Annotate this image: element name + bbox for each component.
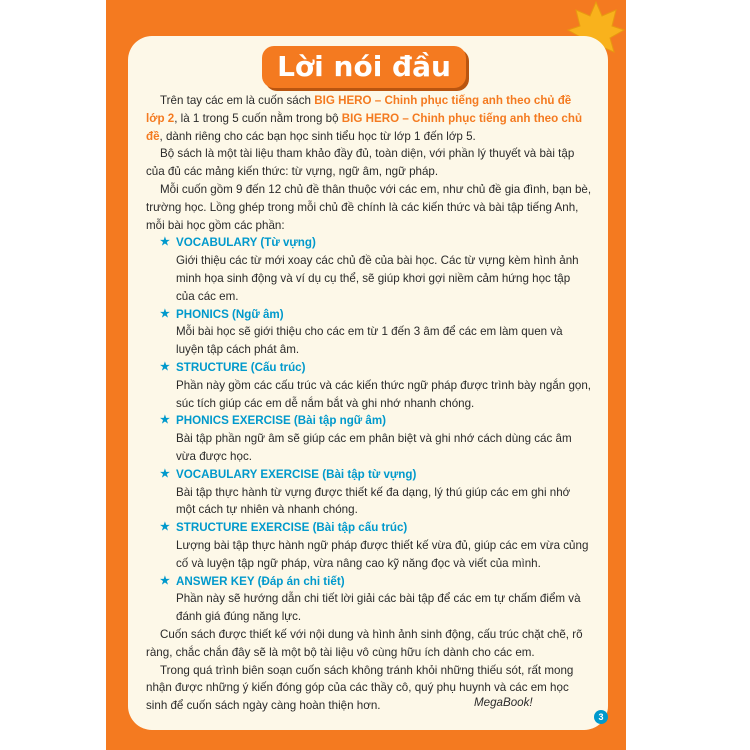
book-title-highlight: BIG HERO – Chinh phục tiếng anh theo chủ đề lớp 2 <box>146 94 572 125</box>
section-heading <box>146 519 592 537</box>
section-heading-text: VOCABULARY EXERCISE (Bài tập từ vựng) <box>176 467 417 481</box>
section-heading <box>146 359 592 377</box>
signature: MegaBook! <box>474 696 533 709</box>
section-heading-text: STRUCTURE EXERCISE (Bài tập cấu trúc) <box>176 521 408 535</box>
intro-paragraph-2: Bộ sách là một tài liệu tham khảo đầy đủ, toàn diện, với phần lý thuyết và bài tập của đủ các mảng kiến thức: từ vựng, ngữ âm, ngữ pháp. <box>146 147 575 179</box>
intro-text: , dành riêng cho các bạn học sinh tiểu học từ lớp 1 đến lớp 5. <box>159 129 476 143</box>
star-icon: ★ <box>160 360 170 373</box>
section-heading-text: STRUCTURE (Cấu trúc) <box>176 360 306 374</box>
section-heading <box>146 412 592 430</box>
section-heading-text: VOCABULARY (Từ vựng) <box>176 236 316 250</box>
section-body: Giới thiệu các từ mới xoay các chủ đề của bài học. Các từ vựng kèm hình ảnh minh họa sinh động và ví dụ cụ thể, sẽ giúp khơi gợi niềm cảm hứng học tập của các em. <box>176 254 579 303</box>
section-heading <box>146 306 592 324</box>
intro-text: , là 1 trong 5 cuốn nằm trong bộ <box>174 111 342 125</box>
section-heading-text: ANSWER KEY (Đáp án chi tiết) <box>176 574 345 588</box>
page-number: 3 <box>594 710 608 724</box>
intro-paragraph-1 <box>146 92 592 145</box>
preface-text <box>146 92 592 715</box>
section-heading <box>146 234 592 252</box>
star-icon: ★ <box>160 236 170 249</box>
section-heading <box>146 466 592 484</box>
title-banner <box>262 46 466 88</box>
section-body: Mỗi bài học sẽ giới thiệu cho các em từ 1 đến 3 âm để các em làm quen và luyện tập cách phát âm. <box>176 325 563 357</box>
outro-paragraph-1: Cuốn sách được thiết kế với nội dung và hình ảnh sinh động, cấu trúc chặt chẽ, rõ ràng, chắc chắn đây sẽ là một bộ tài liệu vô cùng hữu ích dành cho các em. <box>146 627 583 659</box>
section-body: Phần này sẽ hướng dẫn chi tiết lời giải các bài tập để các em tự chấm điểm và đánh giá đúng năng lực. <box>176 592 581 624</box>
section-body: Bài tập thực hành từ vựng được thiết kế đa dạng, lý thú giúp các em ghi nhớ một cách tự nhiên và nhanh chóng. <box>176 485 571 517</box>
star-icon: ★ <box>160 467 170 480</box>
section-body: Lượng bài tập thực hành ngữ pháp được thiết kế vừa đủ, giúp các em vừa củng cố và luyện tập ngữ pháp, vừa nâng cao kỹ năng đọc và viết của mình. <box>176 538 589 570</box>
section-heading <box>146 573 592 591</box>
outro-paragraph-2: Trong quá trình biên soạn cuốn sách không tránh khỏi những thiếu sót, rất mong nhận được những ý kiến đóng góp của các thầy cô, quý phụ huynh và các em học sinh để cuốn sách ngày càng hoàn thiện hơn. <box>146 663 574 713</box>
section-body: Phần này gồm các cấu trúc và các kiến thức ngữ pháp được trình bày ngắn gọn, súc tích giúp các em dễ nắm bắt và ghi nhớ nhanh chóng. <box>176 378 592 410</box>
page-title: Lời nói đầu <box>277 50 451 83</box>
intro-paragraph-3: Mỗi cuốn gồm 9 đến 12 chủ đề thân thuộc với các em, như chủ đề gia đình, bạn bè, trường học. Lồng ghép trong mỗi chủ đề chính là các kiến thức và bài tập tiếng Anh, mỗi bài học gồm các phần: <box>146 182 592 232</box>
section-body: Bài tập phần ngữ âm sẽ giúp các em phân biệt và ghi nhớ cách dùng các âm vừa được học. <box>176 432 572 463</box>
intro-text: Trên tay các em là cuốn sách <box>160 94 315 107</box>
star-icon: ★ <box>160 574 170 587</box>
section-heading-text: PHONICS EXERCISE (Bài tập ngữ âm) <box>176 414 387 428</box>
star-icon: ★ <box>160 307 170 320</box>
section-heading-text: PHONICS (Ngữ âm) <box>176 307 284 321</box>
star-icon: ★ <box>160 521 170 534</box>
star-icon: ★ <box>160 414 170 427</box>
series-title-highlight: BIG HERO – Chinh phục tiếng anh theo chủ đề <box>146 111 583 143</box>
